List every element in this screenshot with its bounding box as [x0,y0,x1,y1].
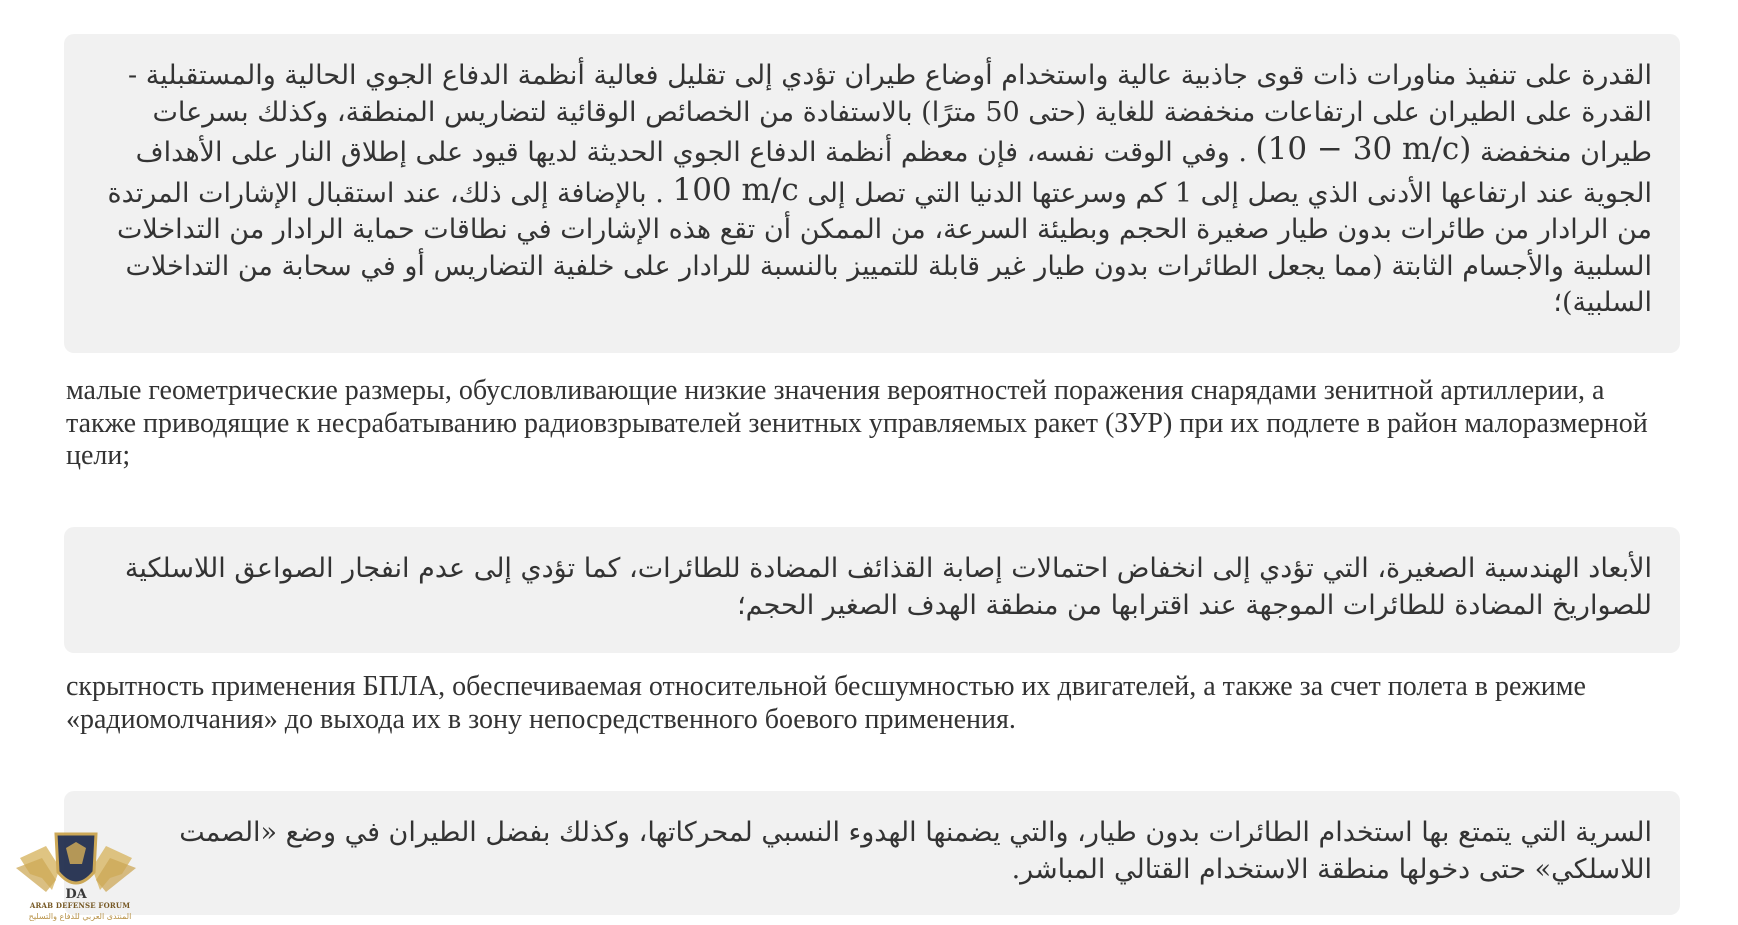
watermark-english-name: ARAB DEFENSE FORUM [29,901,131,910]
quote1-text-part2: . وفي الوقت نفسه، فإن معظم أنظمة الدفاع الجوي الحديثة لديها قيود على إطلاق النار على الأهداف الجوية عند ارتفاعها الأدنى الذي يصل إلى 1 كم وسرعتها الدنيا التي تصل إلى [135,137,1652,209]
speed-range-formula: (10 − 30 m/c) [1255,131,1472,167]
quote2-text: الأبعاد الهندسية الصغيرة، التي تؤدي إلى انخفاض احتمالات إصابة القذائف المضادة للطائرات، كما تؤدي إلى عدم انفجار الصواعق اللاسلكية للصواريخ المضادة للطائرات الموجهة عند اقترابها من منطقة الهدف الصغير الحجم؛ [124,553,1652,621]
logo-monogram: DA [65,887,87,902]
quote3-text: السرية التي يتمتع بها استخدام الطائرات بدون طيار، والتي يضمنها الهدوء النسبي لمحركاتها، وكذلك بفضل الطيران في وضع «الصمت اللاسلكي» حتى دخولها منطقة الاستخدام القتالي المباشر. [179,817,1652,885]
arabic-translation-box-3 [64,791,1680,915]
arabic-translation-box-2 [64,527,1680,653]
min-speed-formula: 100 m/c [672,171,799,208]
arabic-translation-box-1 [64,34,1680,353]
quote1-text-part1: القدرة على تنفيذ مناورات ذات قوى جاذبية عالية واستخدام أوضاع طيران تؤدي إلى تقليل فعالية أنظمة الدفاع الجوي الحالية والمستقبلية - القدرة على الطيران على ارتفاعات منخفضة للغاية (حتى 50 مترًا) بالاستفادة من الخصائص الوقائية لتضاريس المنطقة، وكذلك بسرعات طيران منخفضة [128,60,1652,168]
eagle-shield-icon [12,828,140,925]
russian-paragraph-1: малые геометрические размеры, обусловливающие низкие значения вероятностей поражения снарядами зенитной артиллерии, а также приводящие к несрабатыванию радиовзрывателей зенитных управляемых ракет (ЗУР) при их подлете в район малоразмерной цели; [66,375,1648,471]
quote1-text-part3: . بالإضافة إلى ذلك، عند استقبال الإشارات المرتدة من الرادار من طائرات بدون طيار صغيرة الحجم وبطيئة السرعة، من الممكن أن تقع هذه الإشارات في نطاقات حماية الرادار من التداخلات السلبية والأجسام الثابتة (مما يجعل الطائرات بدون طيار غير قابلة للتمييز بالنسبة للرادار على خلفية التضاريس أو في سحابة من التداخلات السلبية)؛ [107,177,1652,318]
russian-paragraph-2: скрытность применения БПЛА, обеспечиваемая относительной бесшумностью их двигателей, а также за счет полета в режиме «радиомолчания» до выхода их в зону непосредственного боевого применения. [66,671,1586,735]
article-content [64,34,1680,915]
watermark-arabic-name: المنتدى العربي للدفاع والتسليح [28,912,132,921]
forum-watermark-logo [12,828,140,925]
